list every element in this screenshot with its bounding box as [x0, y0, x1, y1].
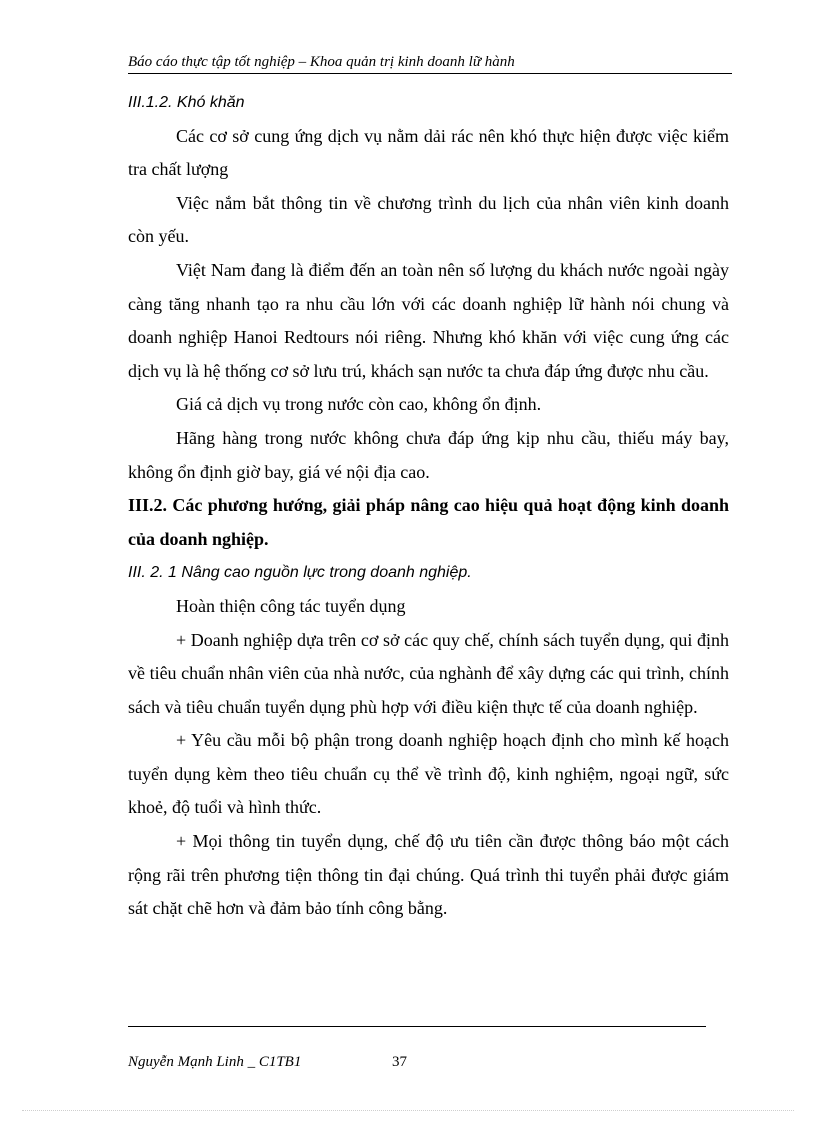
paragraph: Giá cả dịch vụ trong nước còn cao, không ổn định.: [176, 394, 542, 415]
page-number: 37: [392, 1054, 407, 1070]
paragraph: Việt Nam đang là điểm đến an toàn nên số lượng du khách nước ngoài ngày càng tăng nhanh tạo ra nhu cầu lớn với các doanh nghiệp lữ hành nói chung và doanh nghiệp Hanoi Redtours nói riêng. Nhưng khó khăn với việc cung ứng các dịch vụ là hệ thống cơ sở lưu trú, khách sạn nước ta chưa đáp ứng được nhu cầu.: [128, 259, 729, 381]
paragraph: Việc nắm bắt thông tin về chương trình du lịch của nhân viên kinh doanh còn yếu.: [128, 192, 729, 247]
paragraph: Hãng hàng trong nước không chưa đáp ứng kịp nhu cầu, thiếu máy bay, không ổn định giờ bay, giá vé nội địa cao.: [128, 427, 729, 482]
section-heading-2-1: III. 2. 1 Nâng cao nguồn lực trong doanh nghiệp.: [128, 564, 472, 582]
page-header: Báo cáo thực tập tốt nghiệp – Khoa quản trị kinh doanh lữ hành: [128, 52, 732, 74]
page-body: [128, 86, 729, 926]
paragraph: + Doanh nghiệp dựa trên cơ sở các quy chế, chính sách tuyển dụng, qui định về tiêu chuẩn nhân viên của nhà nước, của nghành để xây dựng các qui trình, chính sách và tiêu chuẩn tuyển dụng phù hợp với điều kiện thực tế của doanh nghiệp.: [128, 629, 729, 717]
paragraph: Các cơ sở cung ứng dịch vụ nằm dải rác nên khó thực hiện được việc kiểm tra chất lượng: [128, 125, 729, 180]
section-heading-2: III.2. Các phương hướng, giải pháp nâng cao hiệu quả hoạt động kinh doanh của doanh nghiệp.: [128, 495, 729, 549]
page-edge-divider: [22, 1110, 794, 1111]
footer-author: Nguyễn Mạnh Linh _ C1TB1: [128, 1054, 302, 1070]
paragraph: + Mọi thông tin tuyển dụng, chế độ ưu tiên cần được thông báo một cách rộng rãi trên phương tiện thông tin đại chúng. Quá trình thi tuyển phải được giám sát chặt chẽ hơn và đảm bảo tính công bằng.: [128, 831, 729, 919]
paragraph: Hoàn thiện công tác tuyển dụng: [176, 595, 406, 616]
paragraph: + Yêu cầu mỗi bộ phận trong doanh nghiệp hoạch định cho mình kế hoạch tuyển dụng kèm theo tiêu chuẩn cụ thể về trình độ, kinh nghiệm, ngoại ngữ, sức khoẻ, độ tuổi và hình thức.: [128, 730, 729, 818]
section-heading-1-2: III.1.2. Khó khăn: [128, 94, 245, 111]
footer-divider: [128, 1026, 706, 1027]
